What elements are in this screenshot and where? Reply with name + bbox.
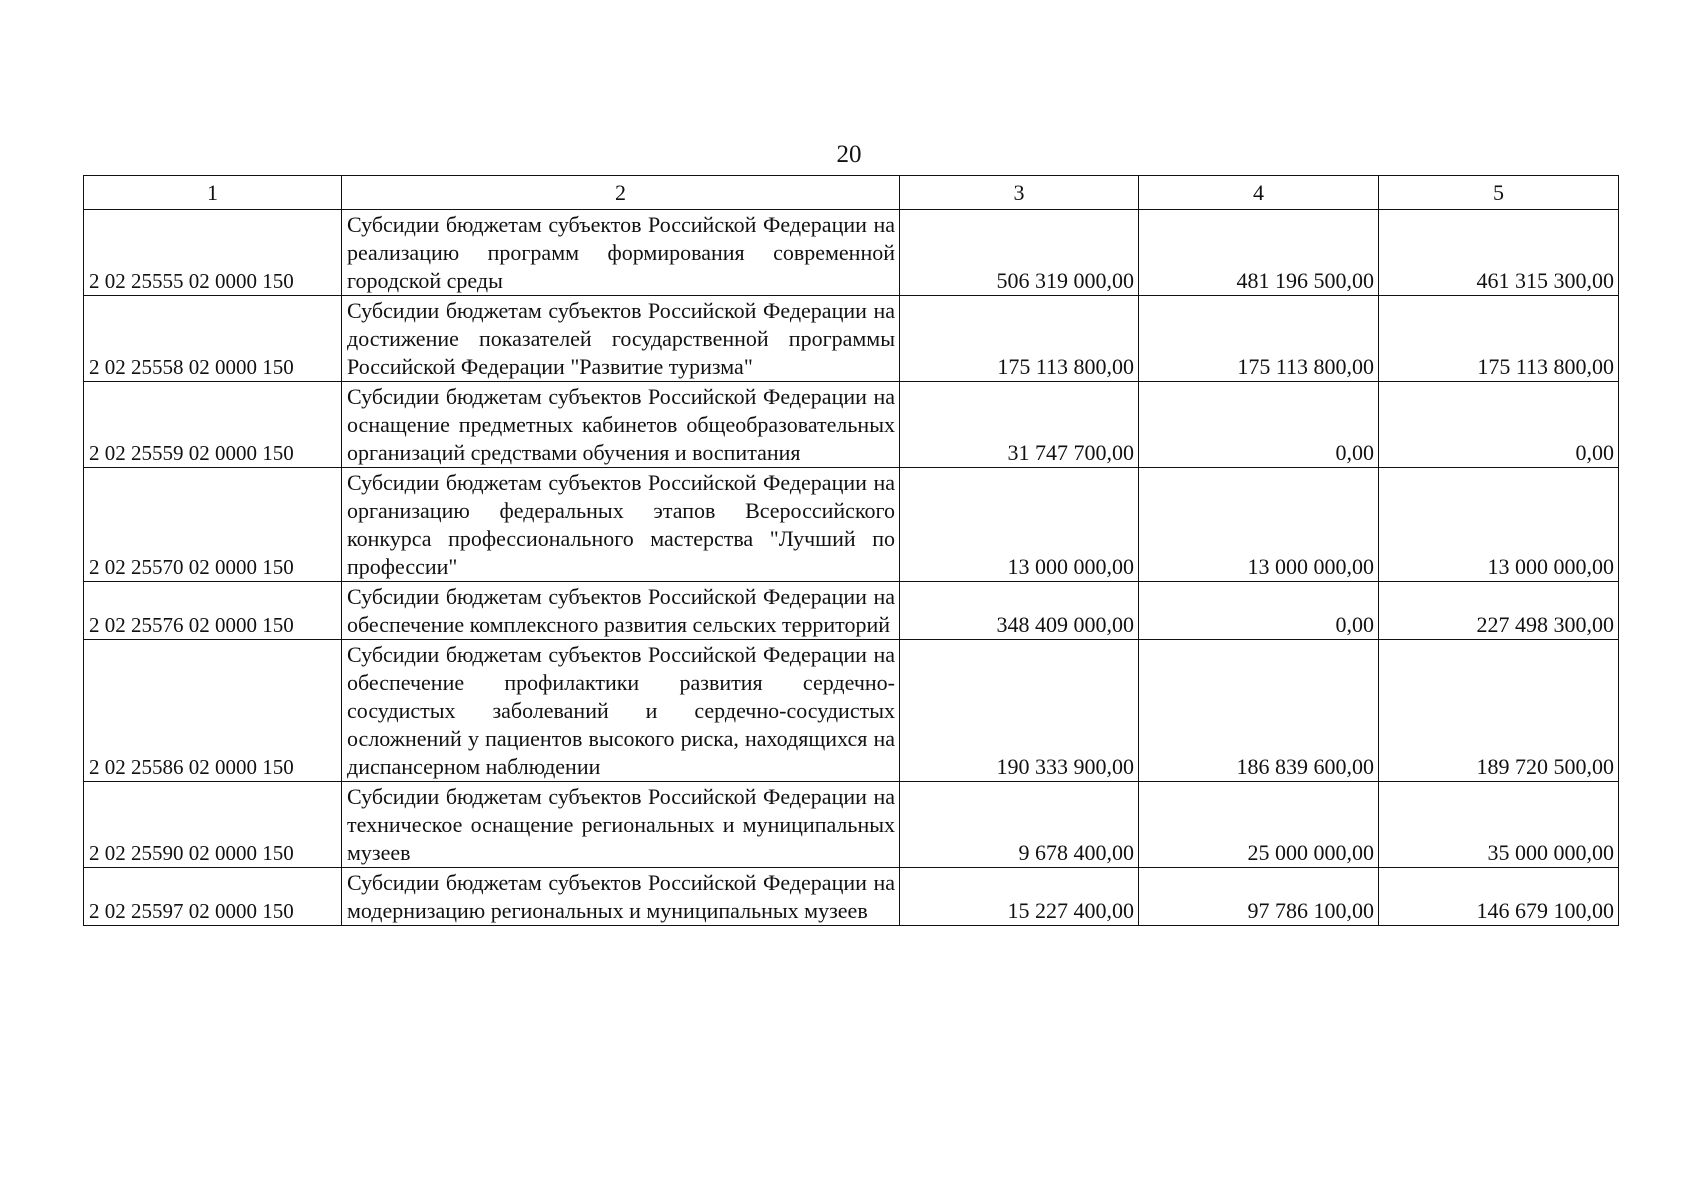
- table-row: [84, 468, 1619, 582]
- row-col5-amount: 146 679 100,00: [1379, 868, 1619, 926]
- row-col5-amount: 227 498 300,00: [1379, 582, 1619, 640]
- row-code: 2 02 25586 02 0000 150: [84, 640, 342, 782]
- row-description: Субсидии бюджетам субъектов Российской Федерации на оснащение предметных кабинетов общеобразовательных организаций средствами обучения и воспитания: [342, 382, 900, 468]
- row-description: Субсидии бюджетам субъектов Российской Федерации на обеспечение профилактики развития сердечно-сосудистых заболеваний и сердечно-сосудистых осложнений у пациентов высокого риска, находящихся на диспансерном наблюдении: [342, 640, 900, 782]
- row-code: 2 02 25590 02 0000 150: [84, 782, 342, 868]
- table-row: [84, 296, 1619, 382]
- row-col5-amount: 175 113 800,00: [1379, 296, 1619, 382]
- row-code: 2 02 25597 02 0000 150: [84, 868, 342, 926]
- header-col-5: 5: [1379, 176, 1619, 210]
- row-col5-amount: 13 000 000,00: [1379, 468, 1619, 582]
- row-col3-amount: 175 113 800,00: [900, 296, 1139, 382]
- row-description: Субсидии бюджетам субъектов Российской Федерации на обеспечение комплексного развития сельских территорий: [342, 582, 900, 640]
- budget-table: [83, 175, 1619, 926]
- table-row: [84, 382, 1619, 468]
- table-row: [84, 782, 1619, 868]
- row-col4-amount: 481 196 500,00: [1139, 210, 1379, 296]
- header-col-4: 4: [1139, 176, 1379, 210]
- header-row: [84, 176, 1619, 210]
- row-description: Субсидии бюджетам субъектов Российской Федерации на достижение показателей государственной программы Российской Федерации "Развитие туризма": [342, 296, 900, 382]
- row-col5-amount: 0,00: [1379, 382, 1619, 468]
- row-col4-amount: 97 786 100,00: [1139, 868, 1379, 926]
- row-col3-amount: 15 227 400,00: [900, 868, 1139, 926]
- row-code: 2 02 25576 02 0000 150: [84, 582, 342, 640]
- table-row: [84, 868, 1619, 926]
- row-col3-amount: 9 678 400,00: [900, 782, 1139, 868]
- row-code: 2 02 25570 02 0000 150: [84, 468, 342, 582]
- header-col-1: 1: [84, 176, 342, 210]
- row-col3-amount: 13 000 000,00: [900, 468, 1139, 582]
- table-header: [84, 176, 1619, 210]
- row-col4-amount: 186 839 600,00: [1139, 640, 1379, 782]
- table-body: [84, 210, 1619, 926]
- row-col4-amount: 13 000 000,00: [1139, 468, 1379, 582]
- table-row: [84, 210, 1619, 296]
- row-col3-amount: 348 409 000,00: [900, 582, 1139, 640]
- page-number: 20: [836, 141, 862, 168]
- row-col3-amount: 506 319 000,00: [900, 210, 1139, 296]
- header-col-2: 2: [342, 176, 900, 210]
- table-row: [84, 582, 1619, 640]
- row-description: Субсидии бюджетам субъектов Российской Федерации на реализацию программ формирования современной городской среды: [342, 210, 900, 296]
- row-description: Субсидии бюджетам субъектов Российской Федерации на модернизацию региональных и муниципальных музеев: [342, 868, 900, 926]
- row-col4-amount: 25 000 000,00: [1139, 782, 1379, 868]
- row-description: Субсидии бюджетам субъектов Российской Федерации на техническое оснащение региональных и муниципальных музеев: [342, 782, 900, 868]
- row-description: Субсидии бюджетам субъектов Российской Федерации на организацию федеральных этапов Всероссийского конкурса профессионального мастерства "Лучший по профессии": [342, 468, 900, 582]
- row-col4-amount: 0,00: [1139, 382, 1379, 468]
- row-col4-amount: 0,00: [1139, 582, 1379, 640]
- row-col5-amount: 461 315 300,00: [1379, 210, 1619, 296]
- table-row: [84, 640, 1619, 782]
- row-col3-amount: 190 333 900,00: [900, 640, 1139, 782]
- row-col3-amount: 31 747 700,00: [900, 382, 1139, 468]
- row-col5-amount: 189 720 500,00: [1379, 640, 1619, 782]
- row-code: 2 02 25558 02 0000 150: [84, 296, 342, 382]
- row-col5-amount: 35 000 000,00: [1379, 782, 1619, 868]
- header-col-3: 3: [900, 176, 1139, 210]
- row-code: 2 02 25559 02 0000 150: [84, 382, 342, 468]
- row-code: 2 02 25555 02 0000 150: [84, 210, 342, 296]
- row-col4-amount: 175 113 800,00: [1139, 296, 1379, 382]
